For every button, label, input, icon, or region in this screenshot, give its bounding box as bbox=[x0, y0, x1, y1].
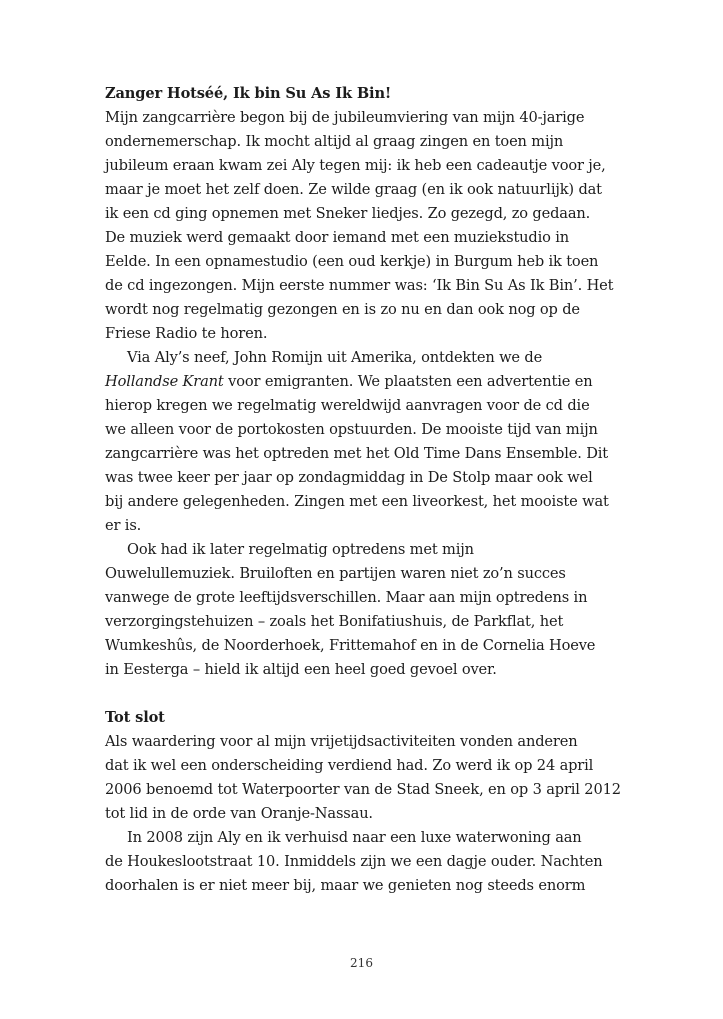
text-line: wordt nog regelmatig gezongen en is zo nu en dan ook nog op de bbox=[105, 301, 580, 318]
text-line: Friese Radio te horen. bbox=[105, 325, 268, 342]
text-line: Als waardering voor al mijn vrijetijdsactiviteiten vonden anderen bbox=[105, 733, 578, 750]
text-line: de cd ingezongen. Mijn eerste nummer was: ‘Ik Bin Su As Ik Bin’. Het bbox=[105, 277, 614, 294]
text-line: In 2008 zijn Aly en ik verhuisd naar een luxe waterwoning aan bbox=[127, 829, 582, 846]
text-line: was twee keer per jaar op zondagmiddag in De Stolp maar ook wel bbox=[105, 469, 593, 486]
text-line: de Houkeslootstraat 10. Inmiddels zijn we een dagje ouder. Nachten bbox=[105, 853, 603, 870]
text-line: dat ik wel een onderscheiding verdiend had. Zo werd ik op 24 april bbox=[105, 757, 594, 774]
paragraph-ouwelullemuziek bbox=[105, 538, 605, 682]
text-line: verzorgingstehuizen – zoals het Bonifatiushuis, de Parkflat, het bbox=[105, 613, 564, 630]
text-line: jubileum eraan kwam zei Aly tegen mij: ik heb een cadeautje voor je, bbox=[105, 157, 606, 174]
text-span: voor emigranten. We plaatsten een advertentie en bbox=[223, 373, 593, 390]
text-line: Ouwelullemuziek. Bruiloften en partijen waren niet zo’n succes bbox=[105, 565, 566, 582]
paragraph-hollandse-krant bbox=[105, 346, 609, 538]
text-line: De muziek werd gemaakt door iemand met een muziekstudio in bbox=[105, 229, 570, 246]
text-line: tot lid in de orde van Oranje-Nassau. bbox=[105, 805, 373, 822]
paragraph-onderscheiding bbox=[105, 730, 621, 826]
text-line: Mijn zangcarrière begon bij de jubileumviering van mijn 40-jarige bbox=[105, 109, 585, 126]
section-spacer bbox=[105, 682, 605, 706]
section-heading-zanger: Zanger Hotséé, Ik bin Su As Ik Bin! bbox=[105, 85, 392, 102]
text-line: Ook had ik later regelmatig optredens met mijn bbox=[127, 541, 474, 558]
paragraph-zangcarriere bbox=[105, 106, 614, 346]
paragraph-waterwoning bbox=[105, 826, 605, 898]
text-line: vanwege de grote leeftijdsverschillen. Maar aan mijn optredens in bbox=[105, 589, 588, 606]
newspaper-title: Hollandse Krant bbox=[105, 373, 224, 390]
text-line: ondernemerschap. Ik mocht altijd al graag zingen en toen mijn bbox=[105, 133, 564, 150]
text-line bbox=[105, 370, 605, 394]
text-line: 2006 benoemd tot Waterpoorter van de Stad Sneek, en op 3 april 2012 bbox=[105, 781, 621, 798]
text-line: Via Aly’s neef, John Romijn uit Amerika, ontdekten we de bbox=[127, 349, 543, 366]
text-line: maar je moet het zelf doen. Ze wilde graag (en ik ook natuurlijk) dat bbox=[105, 181, 602, 198]
text-line: Wumkeshûs, de Noorderhoek, Frittemahof en in de Cornelia Hoeve bbox=[105, 637, 596, 654]
text-line: we alleen voor de portokosten opstuurden. De mooiste tijd van mijn bbox=[105, 421, 598, 438]
section-heading-tot-slot: Tot slot bbox=[105, 709, 165, 726]
text-line: hierop kregen we regelmatig wereldwijd aanvragen voor de cd die bbox=[105, 397, 590, 414]
text-line: zangcarrière was het optreden met het Old Time Dans Ensemble. Dit bbox=[105, 445, 608, 462]
text-line: er is. bbox=[105, 517, 142, 534]
text-line: Eelde. In een opnamestudio (een oud kerkje) in Burgum heb ik toen bbox=[105, 253, 599, 270]
text-line: doorhalen is er niet meer bij, maar we genieten nog steeds enorm bbox=[105, 877, 586, 894]
page-body bbox=[105, 82, 621, 898]
text-line: bij andere gelegenheden. Zingen met een liveorkest, het mooiste wat bbox=[105, 493, 609, 510]
text-line: ik een cd ging opnemen met Sneker liedjes. Zo gezegd, zo gedaan. bbox=[105, 205, 591, 222]
text-line: in Eesterga – hield ik altijd een heel goed gevoel over. bbox=[105, 661, 497, 678]
page-number: 216 bbox=[350, 956, 373, 970]
